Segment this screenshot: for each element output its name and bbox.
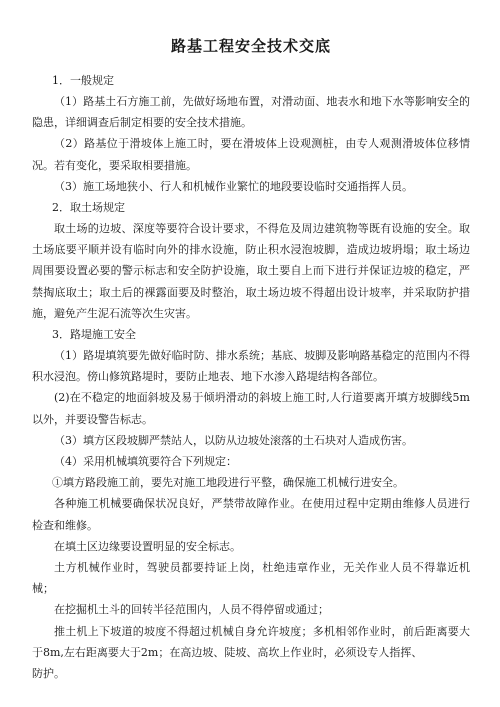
section-heading-embankment: 3．路堤施工安全: [52, 328, 136, 342]
paragraph: （1）路基土石方施工前，先做好场地布置，对滑动面、地表水和地下水等影响安全的隐患，详细调查后制定相要的安全技术措施。: [32, 95, 470, 130]
paragraph: ①填方路段施工前，要先对施工地段进行平整，确保施工机械行进安全。: [52, 476, 404, 490]
paragraph: （1）路堤填筑要先做好临时防、排水系统；基底、坡脚及影响路基稳定的范围内不得积水浸泡。傍山修筑路堤时，要防止地表、地下水渗入路堤结构各部位。: [32, 349, 470, 384]
paragraph: 土方机械作业时，驾驶员都要持证上岗，杜绝违章作业，无关作业人员不得靠近机械；: [32, 561, 470, 596]
paragraph: （2）路基位于滑坡体上施工时，要在滑坡体上设观测桩，由专人观测滑坡体位移情况。若有变化，要采取相要措施。: [32, 137, 470, 172]
section-heading-borrow-pit: 2．取土场规定: [52, 201, 125, 215]
paragraph: （3）填方区段坡脚严禁站人，以防从边坡处滚落的土石块对人造成伤害。: [54, 433, 413, 447]
paragraph: 各种施工机械要确保状况良好，严禁带故障作业。在使用过程中定期由维修人员进行检查和维修。: [32, 497, 470, 532]
paragraph: 在填土区边缘要设置明显的安全标志。: [54, 539, 241, 553]
paragraph: （3）施工场地狭小、行人和机械作业繁忙的地段要设临时交通指挥人员。: [54, 179, 413, 193]
paragraph: 推土机上下坡道的坡度不得超过机械自身允许坡度；多机相邻作业时，前后距离要大于8m,左右距离要大于2m；在高边坡、陡坡、高坎上作业时，必须设专人指挥、: [32, 624, 470, 659]
section-heading-general: 1．一般规定: [52, 74, 114, 87]
document-title: 路基工程安全技术交底: [170, 37, 331, 55]
paragraph: 防护。: [32, 667, 65, 681]
paragraph: (2)在不稳定的地面斜坡及易于倾坍滑动的斜坡上施工时,人行道要离开填方坡脚线5m以外，并要设警告标志。: [32, 391, 470, 426]
paragraph: 在挖掘机土斗的回转半径范围内，人员不得停留或通过；: [54, 603, 329, 617]
paragraph: （4）采用机械填筑要符合下列规定：: [54, 455, 237, 469]
paragraph: 取土场的边坡、深度等要符合设计要求，不得危及周边建筑物等既有设施的安全。取土场底要平顺并设有临时向外的排水设施，防止积水浸泡坡脚，造成边坡坍塌；取土场边周围要设置必要的警示标志和安全防护设施，取土要自上而下进行并保证边坡的稳定，严禁掏底取土；取土后的裸露面要及时整治，取土场边坡不得超出设计坡率，并采取防护措施，避免产生泥石流等次生灾害。: [32, 222, 470, 320]
